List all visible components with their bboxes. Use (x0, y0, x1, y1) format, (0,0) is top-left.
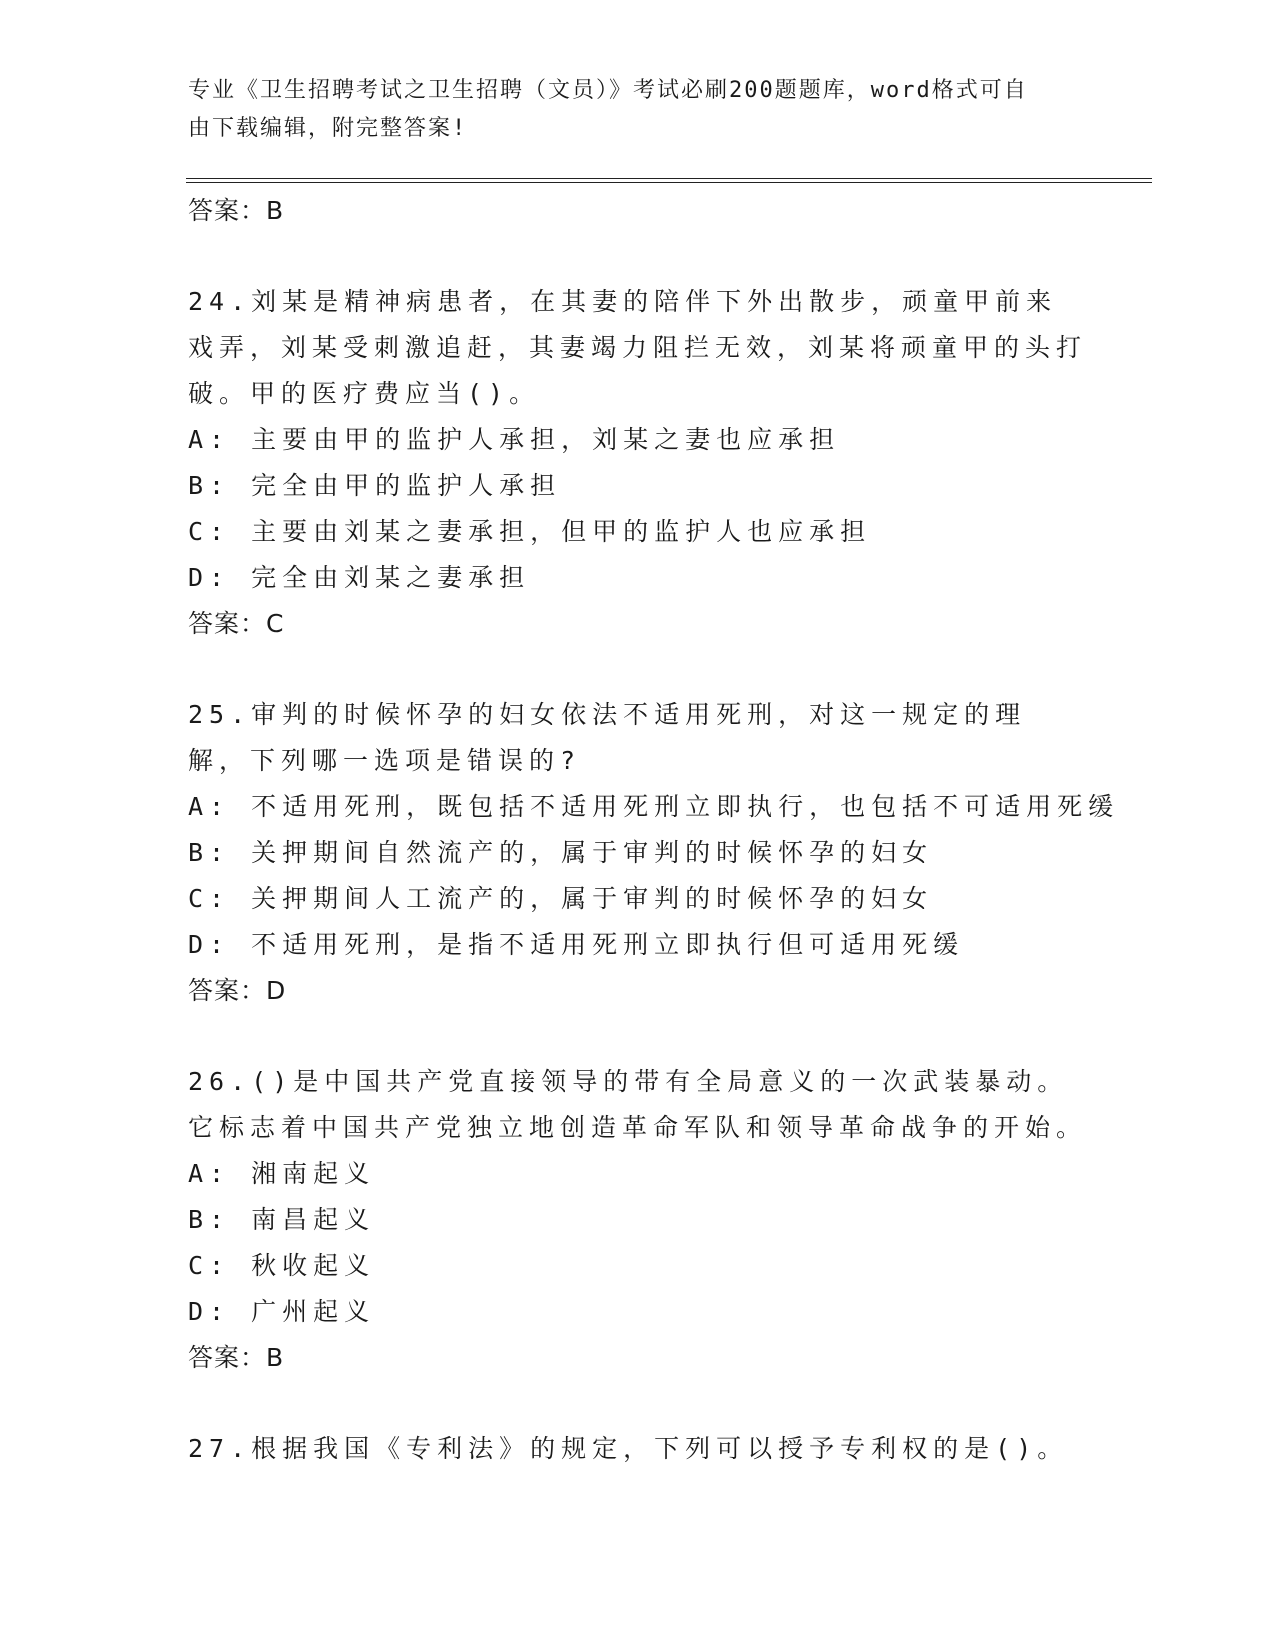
answer-line: 答案：D (188, 976, 287, 1005)
header-line-1: 专业《卫生招聘考试之卫生招聘（文员）》考试必刷200题题库，word格式可自 (188, 78, 1028, 103)
option-a: A: 主要由甲的监护人承担，刘某之妻也应承担 (188, 425, 841, 454)
question-27 (188, 1426, 1088, 1472)
question-stem: 26.()是中国共产党直接领导的带有全局意义的一次武装暴动。它标志着中国共产党独立地创造革命军队和领导革命战争的开始。 (188, 1067, 1088, 1142)
option-c: C: 秋收起义 (188, 1251, 376, 1280)
question-24 (188, 279, 1088, 647)
page-header (188, 72, 1068, 148)
option-d: D: 完全由刘某之妻承担 (188, 563, 531, 592)
option-a: A: 不适用死刑，既包括不适用死刑立即执行，也包括不可适用死缓 (188, 792, 1120, 821)
option-c: C: 关押期间人工流产的，属于审判的时候怀孕的妇女 (188, 884, 934, 913)
question-list (188, 188, 1120, 1472)
question-stem: 27.根据我国《专利法》的规定，下列可以授予专利权的是()。 (188, 1434, 1069, 1463)
question-25 (188, 692, 1120, 1014)
option-d: D: 广州起义 (188, 1297, 376, 1326)
question-26 (188, 1059, 1088, 1381)
option-c: C: 主要由刘某之妻承担，但甲的监护人也应承担 (188, 517, 872, 546)
question-stem: 24.刘某是精神病患者，在其妻的陪伴下外出散步，顽童甲前来戏弄，刘某受刺激追赶，其妻竭力阻拦无效，刘某将顽童甲的头打破。甲的医疗费应当()。 (188, 287, 1088, 408)
question-stem: 25.审判的时候怀孕的妇女依法不适用死刑，对这一规定的理解，下列哪一选项是错误的? (188, 700, 1027, 775)
answer-line: 答案：C (188, 609, 285, 638)
option-b: B: 完全由甲的监护人承担 (188, 471, 562, 500)
header-rule-bottom (186, 182, 1152, 183)
option-b: B: 南昌起义 (188, 1205, 376, 1234)
option-d: D: 不适用死刑，是指不适用死刑立即执行但可适用死缓 (188, 930, 965, 959)
answer-line: 答案：B (188, 196, 285, 225)
header-rule-top (186, 178, 1152, 179)
option-a: A: 湘南起义 (188, 1159, 376, 1188)
header-line-2: 由下载编辑，附完整答案! (188, 116, 468, 141)
option-b: B: 关押期间自然流产的，属于审判的时候怀孕的妇女 (188, 838, 934, 867)
answer-line: 答案：B (188, 1343, 285, 1372)
